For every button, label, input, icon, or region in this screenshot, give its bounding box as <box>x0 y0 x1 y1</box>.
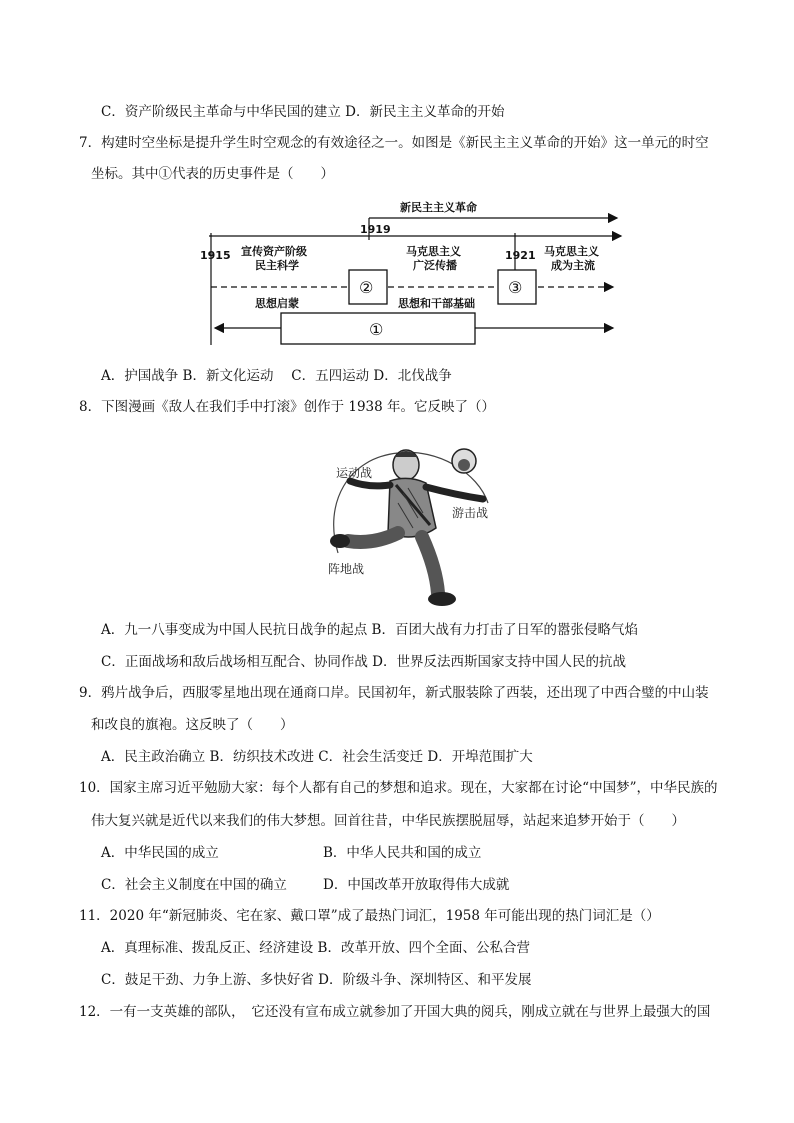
label-a-line2: 民主科学 <box>255 259 299 272</box>
sub-label-right: 思想和干部基础 <box>398 297 475 310</box>
q11-stem: 11．2020 年“新冠肺炎、宅在家、戴口罩”成了最热门词汇，1958 年可能出现的热门词汇是（） <box>79 908 660 924</box>
q10-option-a: A．中华民国的成立 <box>101 845 219 861</box>
q10-stem-line1: 10．国家主席习近平勉励大家：每个人都有自己的梦想和追求。现在，大家都在讨论“中国梦”，中华民族的 <box>79 780 718 796</box>
label-c-line1: 马克思主义 <box>544 245 599 258</box>
q10-option-c: C．社会主义制度在中国的确立 <box>101 877 287 893</box>
q7-options: A．护国战争 B．新文化运动 C．五四运动 D．北伐战争 <box>101 368 452 384</box>
box-3-label: ③ <box>508 278 523 297</box>
q8-stem: 8．下图漫画《敌人在我们手中打滚》创作于 1938 年。它反映了（） <box>79 399 496 415</box>
top-arrow-label: 新民主主义革命 <box>400 201 477 214</box>
q7-stem-line1: 7．构建时空坐标是提升学生时空观念的有效途径之一。如图是《新民主主义革命的开始》这一单元的时空 <box>79 135 709 151</box>
q10-option-b: B．中华人民共和国的成立 <box>323 845 482 861</box>
q8-option-ab: A．九一八事变成为中国人民抗日战争的起点 B．百团大战有力打击了日军的嚣张侵略气焰 <box>101 622 638 638</box>
sub-label-left: 思想启蒙 <box>255 297 299 310</box>
cartoon-label-guerrilla: 游击战 <box>452 506 489 520</box>
box-1-label: ① <box>369 320 384 339</box>
cartoon-label-positional: 阵地战 <box>328 562 365 576</box>
label-c-line2: 成为主流 <box>551 259 595 272</box>
q9-options: A．民主政治确立 B．纺织技术改进 C．社会生活变迁 D．开埠范围扩大 <box>101 749 533 765</box>
label-b-line2: 广泛传播 <box>413 259 457 272</box>
q10-option-d: D．中国改革开放取得伟大成就 <box>323 877 510 893</box>
label-b-line1: 马克思主义 <box>406 245 461 258</box>
q9-stem-line2: 和改良的旗袍。这反映了（ ） <box>91 717 294 733</box>
cartoon-label-mobile: 运动战 <box>336 466 373 480</box>
label-a-line1: 宣传资产阶级 <box>241 245 307 258</box>
year-1921: 1921 <box>505 249 536 262</box>
q8-option-cd: C．正面战场和敌后战场相互配合、协同作战 D．世界反法西斯国家支持中国人民的抗战 <box>101 654 626 670</box>
q6-option-cd: C．资产阶级民主革命与中华民国的建立 D．新民主主义革命的开始 <box>101 104 505 120</box>
q12-stem-line1: 12．一有一支英雄的部队， 它还没有宣布成立就参加了开国大典的阅兵，刚成立就在与世界上最强大的国 <box>79 1004 711 1020</box>
box-2-label: ② <box>359 278 374 297</box>
timeline-diagram <box>195 195 625 355</box>
q11-option-ab: A．真理标准、拨乱反正、经济建设 B．改革开放、四个全面、公私合营 <box>101 940 530 956</box>
q10-stem-line2: 伟大复兴就是近代以来我们的伟大梦想。回首往昔，中华民族摆脱屈辱，站起来追梦开始于（ ） <box>91 813 685 829</box>
q11-option-cd: C．鼓足干劲、力争上游、多快好省 D．阶级斗争、深圳特区、和平发展 <box>101 972 532 988</box>
q9-stem-line1: 9．鸦片战争后，西服零星地出现在通商口岸。民国初年，新式服装除了西装，还出现了中西合璧的中山装 <box>79 685 709 701</box>
year-1919: 1919 <box>360 223 391 236</box>
q7-stem-line2: 坐标。其中①代表的历史事件是（ ） <box>91 166 334 182</box>
cartoon-image <box>318 433 508 613</box>
year-1915: 1915 <box>200 249 231 262</box>
